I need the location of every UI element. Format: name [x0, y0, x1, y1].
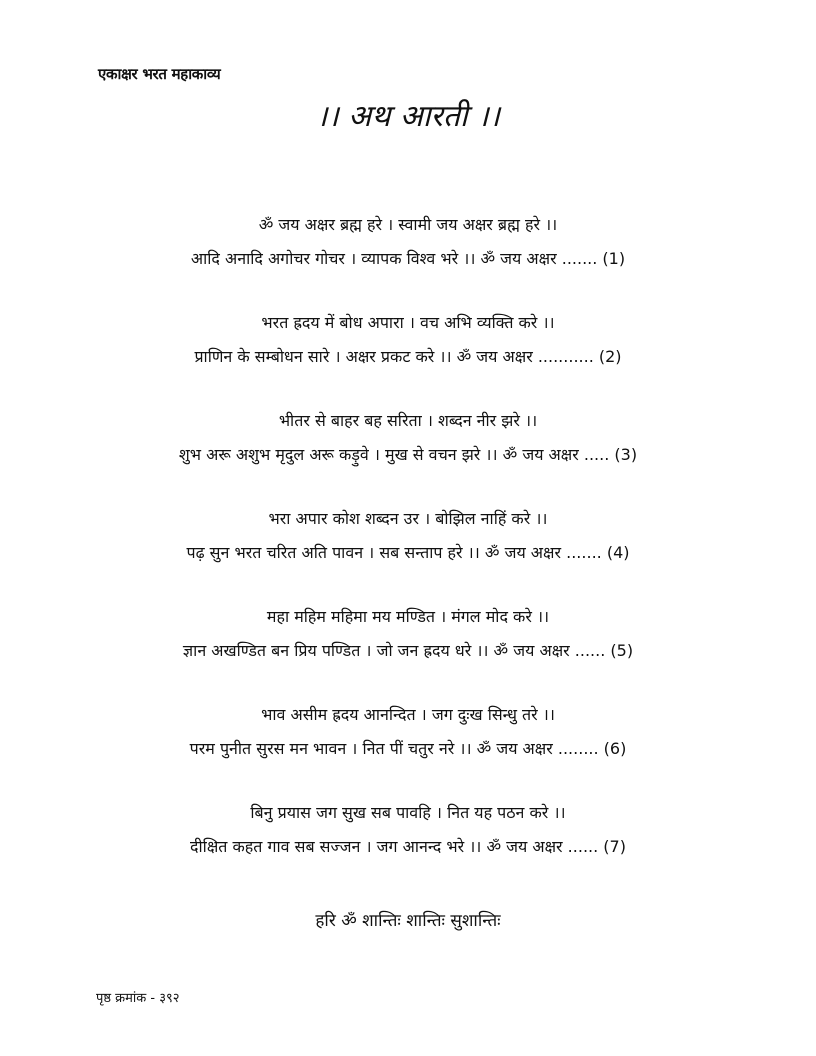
stanza-3: [0, 404, 816, 472]
stanza-line: भीतर से बाहर बह सरिता । शब्दन नीर झरे ।।: [278, 411, 538, 430]
stanza-1: [0, 208, 816, 276]
stanza-5: [0, 600, 816, 668]
stanza-line: ॐ जय अक्षर ब्रह्म हरे । स्वामी जय अक्षर ब्रह्म हरे ।।: [258, 215, 558, 234]
stanza-line: पढ़ सुन भरत चरित अति पावन । सब सन्ताप हरे ।। ॐ जय अक्षर ....... (4): [186, 543, 630, 562]
page-number: पृष्ठ क्रमांक - ३९२: [96, 991, 180, 1006]
stanza-line: आदि अनादि अगोचर गोचर । व्यापक विश्व भरे ।। ॐ जय अक्षर ....... (1): [190, 249, 626, 268]
stanza-line: परम पुनीत सुरस मन भावन । नित पीं चतुर नरे ।। ॐ जय अक्षर ........ (6): [189, 739, 627, 758]
stanza-line: प्राणिन के सम्बोधन सारे । अक्षर प्रकट करे ।। ॐ जय अक्षर ........... (2): [194, 347, 622, 366]
stanza-6: [0, 698, 816, 766]
aarti-verses: [0, 208, 816, 894]
stanza-line: बिनु प्रयास जग सुख सब पावहि । नित यह पठन करे ।।: [250, 803, 566, 822]
stanza-4: [0, 502, 816, 570]
stanza-line: भाव असीम ह्रदय आनन्दित । जग दुःख सिन्धु तरे ।।: [261, 705, 555, 724]
stanza-line: भरा अपार कोश शब्दन उर । बोझिल नाहिं करे ।।: [268, 509, 548, 528]
stanza-7: [0, 796, 816, 864]
stanza-2: [0, 306, 816, 374]
stanza-line: शुभ अरू अशुभ मृदुल अरू कड़ुवे । मुख से वचन झरे ।। ॐ जय अक्षर ..... (3): [178, 445, 638, 464]
stanza-line: दीक्षित कहत गाव सब सज्जन । जग आनन्द भरे ।। ॐ जय अक्षर ...... (7): [190, 837, 626, 856]
stanza-line: भरत ह्रदय में बोध अपारा । वच अभि व्यक्ति करे ।।: [261, 313, 555, 332]
book-header: एकाक्षर भरत महाकाव्य: [98, 65, 221, 83]
page-title: ।। अथ आरती ।।: [316, 99, 500, 134]
stanza-line: महा महिम महिमा मय मण्डित । मंगल मोद करे ।।: [266, 607, 550, 626]
closing-shanti: हरि ॐ शान्तिः शान्तिः सुशान्तिः: [315, 911, 501, 931]
stanza-line: ज्ञान अखण्डित बन प्रिय पण्डित । जो जन ह्रदय धरे ।। ॐ जय अक्षर ...... (5): [182, 641, 634, 660]
